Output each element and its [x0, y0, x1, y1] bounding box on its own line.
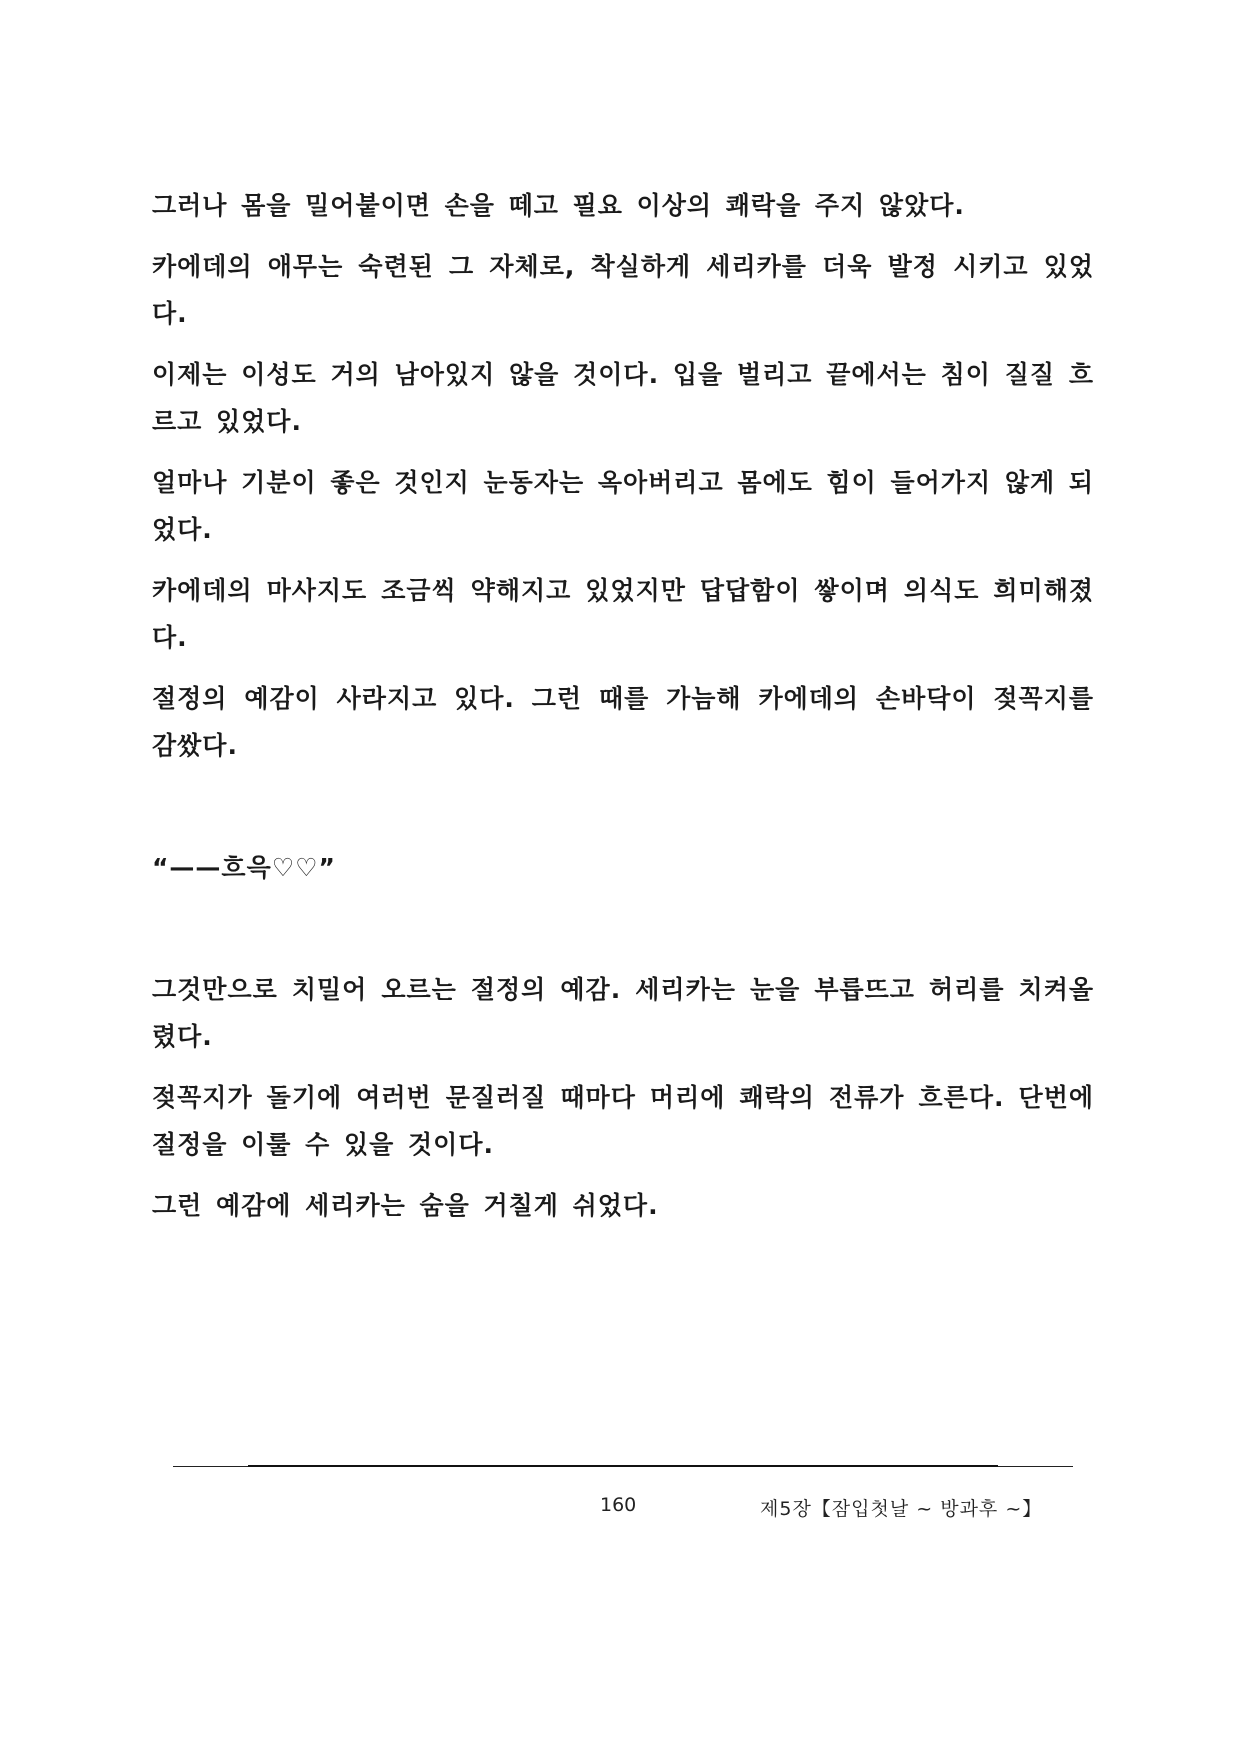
blank-line: [152, 783, 1094, 830]
dialogue-line: “——흐윽♡♡”: [152, 853, 336, 882]
page-number: 160: [600, 1494, 637, 1516]
paragraph-2: 카에데의 애무는 숙련된 그 자체로, 착실하게 세리카를 더욱 발정 시키고 있었다.: [152, 252, 1094, 328]
footer-rule-accent: [248, 1465, 998, 1467]
paragraph-7: 그것만으로 치밀어 오르는 절정의 예감. 세리카는 눈을 부릅뜨고 허리를 치켜올렸다.: [152, 975, 1094, 1051]
paragraph-4: 얼마나 기분이 좋은 것인지 눈동자는 옥아버리고 몸에도 힘이 들어가지 않게 되었다.: [152, 468, 1094, 544]
blank-line: [152, 905, 1094, 952]
chapter-title: 제5장【잠입첫날 ~ 방과후 ~】: [760, 1498, 1043, 1520]
paragraph-9: 그런 예감에 세리카는 숨을 거칠게 쉬었다.: [152, 1191, 659, 1220]
body-text: [152, 182, 1094, 1243]
paragraph-3: 이제는 이성도 거의 남아있지 않을 것이다. 입을 벌리고 끝에서는 침이 질질 흐르고 있었다.: [152, 360, 1094, 436]
paragraph-8: 젖꼭지가 돌기에 여러번 문질러질 때마다 머리에 쾌락의 전류가 흐른다. 단번에 절정을 이룰 수 있을 것이다.: [152, 1083, 1094, 1159]
paragraph-1: 그러나 몸을 밀어붙이면 손을 떼고 필요 이상의 쾌락을 주지 않았다.: [152, 191, 965, 220]
paragraph-6: 절정의 예감이 사라지고 있다. 그런 때를 가늠해 카에데의 손바닥이 젖꼭지를 감쌌다.: [152, 684, 1094, 760]
paragraph-5: 카에데의 마사지도 조금씩 약해지고 있었지만 답답함이 쌓이며 의식도 희미해졌다.: [152, 576, 1094, 652]
